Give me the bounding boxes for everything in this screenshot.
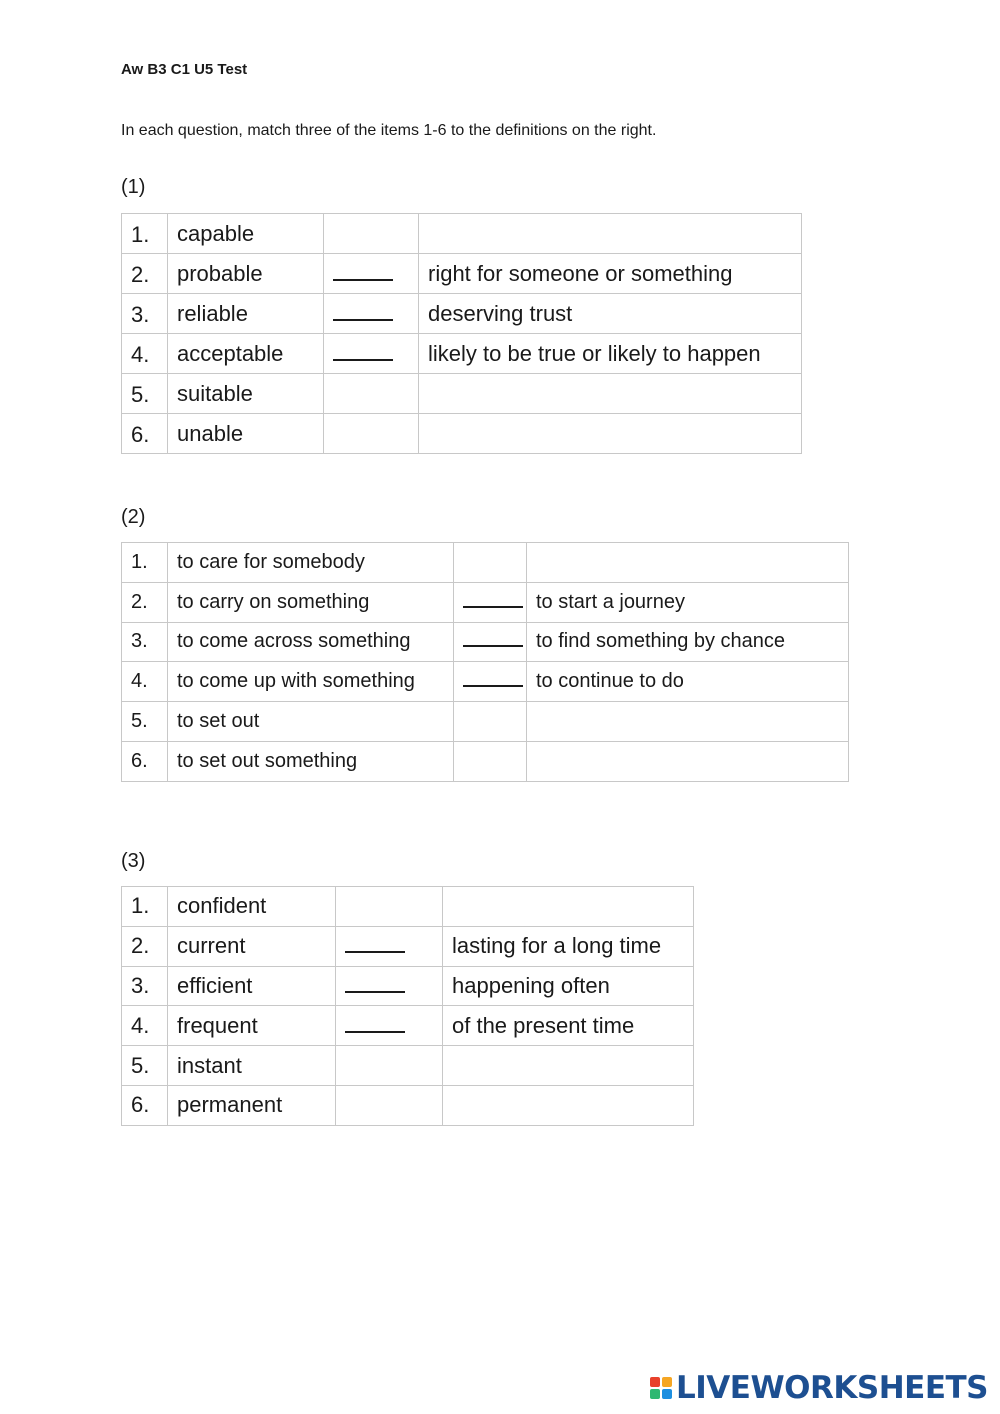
- item-term: efficient: [168, 966, 336, 1006]
- answer-cell: [324, 214, 419, 254]
- item-term: reliable: [168, 294, 324, 334]
- brand-name: LIVEWORKSHEETS: [676, 1370, 988, 1406]
- definition: [443, 887, 694, 927]
- table-row: [122, 1046, 694, 1086]
- table-row: [122, 214, 802, 254]
- worksheet-title: Aw B3 C1 U5 Test: [121, 61, 248, 78]
- table-row: [122, 374, 802, 414]
- table-row: [122, 414, 802, 454]
- item-number: 3.: [122, 622, 168, 662]
- item-term: to care for somebody: [168, 543, 454, 583]
- definition: of the present time: [443, 1006, 694, 1046]
- definition: happening often: [443, 966, 694, 1006]
- liveworksheets-brand: [650, 1370, 988, 1406]
- definition: [419, 414, 802, 454]
- table-row: [122, 294, 802, 334]
- table-row: [122, 622, 849, 662]
- answer-blank[interactable]: [463, 592, 523, 608]
- definition: [419, 374, 802, 414]
- answer-cell: [336, 887, 443, 927]
- item-term: to come across something: [168, 622, 454, 662]
- table-row: [122, 926, 694, 966]
- item-term: confident: [168, 887, 336, 927]
- item-term: probable: [168, 254, 324, 294]
- item-number: 2.: [122, 582, 168, 622]
- item-number: 5.: [122, 374, 168, 414]
- answer-blank[interactable]: [345, 937, 405, 953]
- item-term: instant: [168, 1046, 336, 1086]
- item-number: 3.: [122, 294, 168, 334]
- answer-blank[interactable]: [345, 1017, 405, 1033]
- answer-blank[interactable]: [333, 345, 393, 361]
- item-term: current: [168, 926, 336, 966]
- table-row: [122, 582, 849, 622]
- liveworksheets-logo-icon: [650, 1377, 672, 1399]
- answer-cell[interactable]: [324, 254, 419, 294]
- item-number: 1.: [122, 214, 168, 254]
- answer-cell: [336, 1085, 443, 1125]
- answer-cell[interactable]: [454, 662, 527, 702]
- definition: [419, 214, 802, 254]
- item-term: to set out something: [168, 741, 454, 781]
- table-row: [122, 1085, 694, 1125]
- answer-cell: [324, 414, 419, 454]
- answer-blank[interactable]: [333, 305, 393, 321]
- table-row: [122, 334, 802, 374]
- table-row: [122, 702, 849, 742]
- answer-blank[interactable]: [345, 977, 405, 993]
- answer-cell: [454, 741, 527, 781]
- table-row: [122, 741, 849, 781]
- table-row: [122, 662, 849, 702]
- answer-cell[interactable]: [324, 294, 419, 334]
- instructions: In each question, match three of the items 1-6 to the definitions on the right.: [121, 122, 657, 139]
- definition: [443, 1046, 694, 1086]
- item-term: capable: [168, 214, 324, 254]
- table-row: [122, 1006, 694, 1046]
- answer-cell[interactable]: [454, 582, 527, 622]
- definition: lasting for a long time: [443, 926, 694, 966]
- item-number: 1.: [122, 887, 168, 927]
- answer-cell: [324, 374, 419, 414]
- answer-cell: [454, 543, 527, 583]
- item-number: 6.: [122, 1085, 168, 1125]
- item-term: acceptable: [168, 334, 324, 374]
- answer-cell[interactable]: [336, 1006, 443, 1046]
- item-term: unable: [168, 414, 324, 454]
- definition: to continue to do: [527, 662, 849, 702]
- answer-blank[interactable]: [463, 631, 523, 647]
- item-term: permanent: [168, 1085, 336, 1125]
- definition: [527, 702, 849, 742]
- item-number: 5.: [122, 1046, 168, 1086]
- matching-table-3: [121, 886, 694, 1126]
- definition: likely to be true or likely to happen: [419, 334, 802, 374]
- item-term: to carry on something: [168, 582, 454, 622]
- matching-table-2: [121, 542, 849, 782]
- item-number: 4.: [122, 662, 168, 702]
- section-label-3: (3): [121, 850, 146, 872]
- item-number: 6.: [122, 741, 168, 781]
- item-term: suitable: [168, 374, 324, 414]
- item-number: 2.: [122, 926, 168, 966]
- item-term: to set out: [168, 702, 454, 742]
- item-number: 1.: [122, 543, 168, 583]
- table-row: [122, 254, 802, 294]
- item-number: 4.: [122, 334, 168, 374]
- table-row: [122, 887, 694, 927]
- answer-blank[interactable]: [463, 671, 523, 687]
- answer-cell: [454, 702, 527, 742]
- answer-cell[interactable]: [336, 926, 443, 966]
- definition: [527, 741, 849, 781]
- definition: [443, 1085, 694, 1125]
- item-term: frequent: [168, 1006, 336, 1046]
- definition: deserving trust: [419, 294, 802, 334]
- item-number: 5.: [122, 702, 168, 742]
- definition: right for someone or something: [419, 254, 802, 294]
- item-term: to come up with something: [168, 662, 454, 702]
- item-number: 6.: [122, 414, 168, 454]
- table-row: [122, 543, 849, 583]
- definition: [527, 543, 849, 583]
- answer-blank[interactable]: [333, 265, 393, 281]
- answer-cell[interactable]: [336, 966, 443, 1006]
- definition: to start a journey: [527, 582, 849, 622]
- table-row: [122, 966, 694, 1006]
- item-number: 4.: [122, 1006, 168, 1046]
- answer-cell[interactable]: [454, 622, 527, 662]
- section-label-2: (2): [121, 506, 146, 528]
- item-number: 3.: [122, 966, 168, 1006]
- definition: to find something by chance: [527, 622, 849, 662]
- answer-cell: [336, 1046, 443, 1086]
- answer-cell[interactable]: [324, 334, 419, 374]
- matching-table-1: [121, 213, 802, 454]
- item-number: 2.: [122, 254, 168, 294]
- section-label-1: (1): [121, 176, 146, 198]
